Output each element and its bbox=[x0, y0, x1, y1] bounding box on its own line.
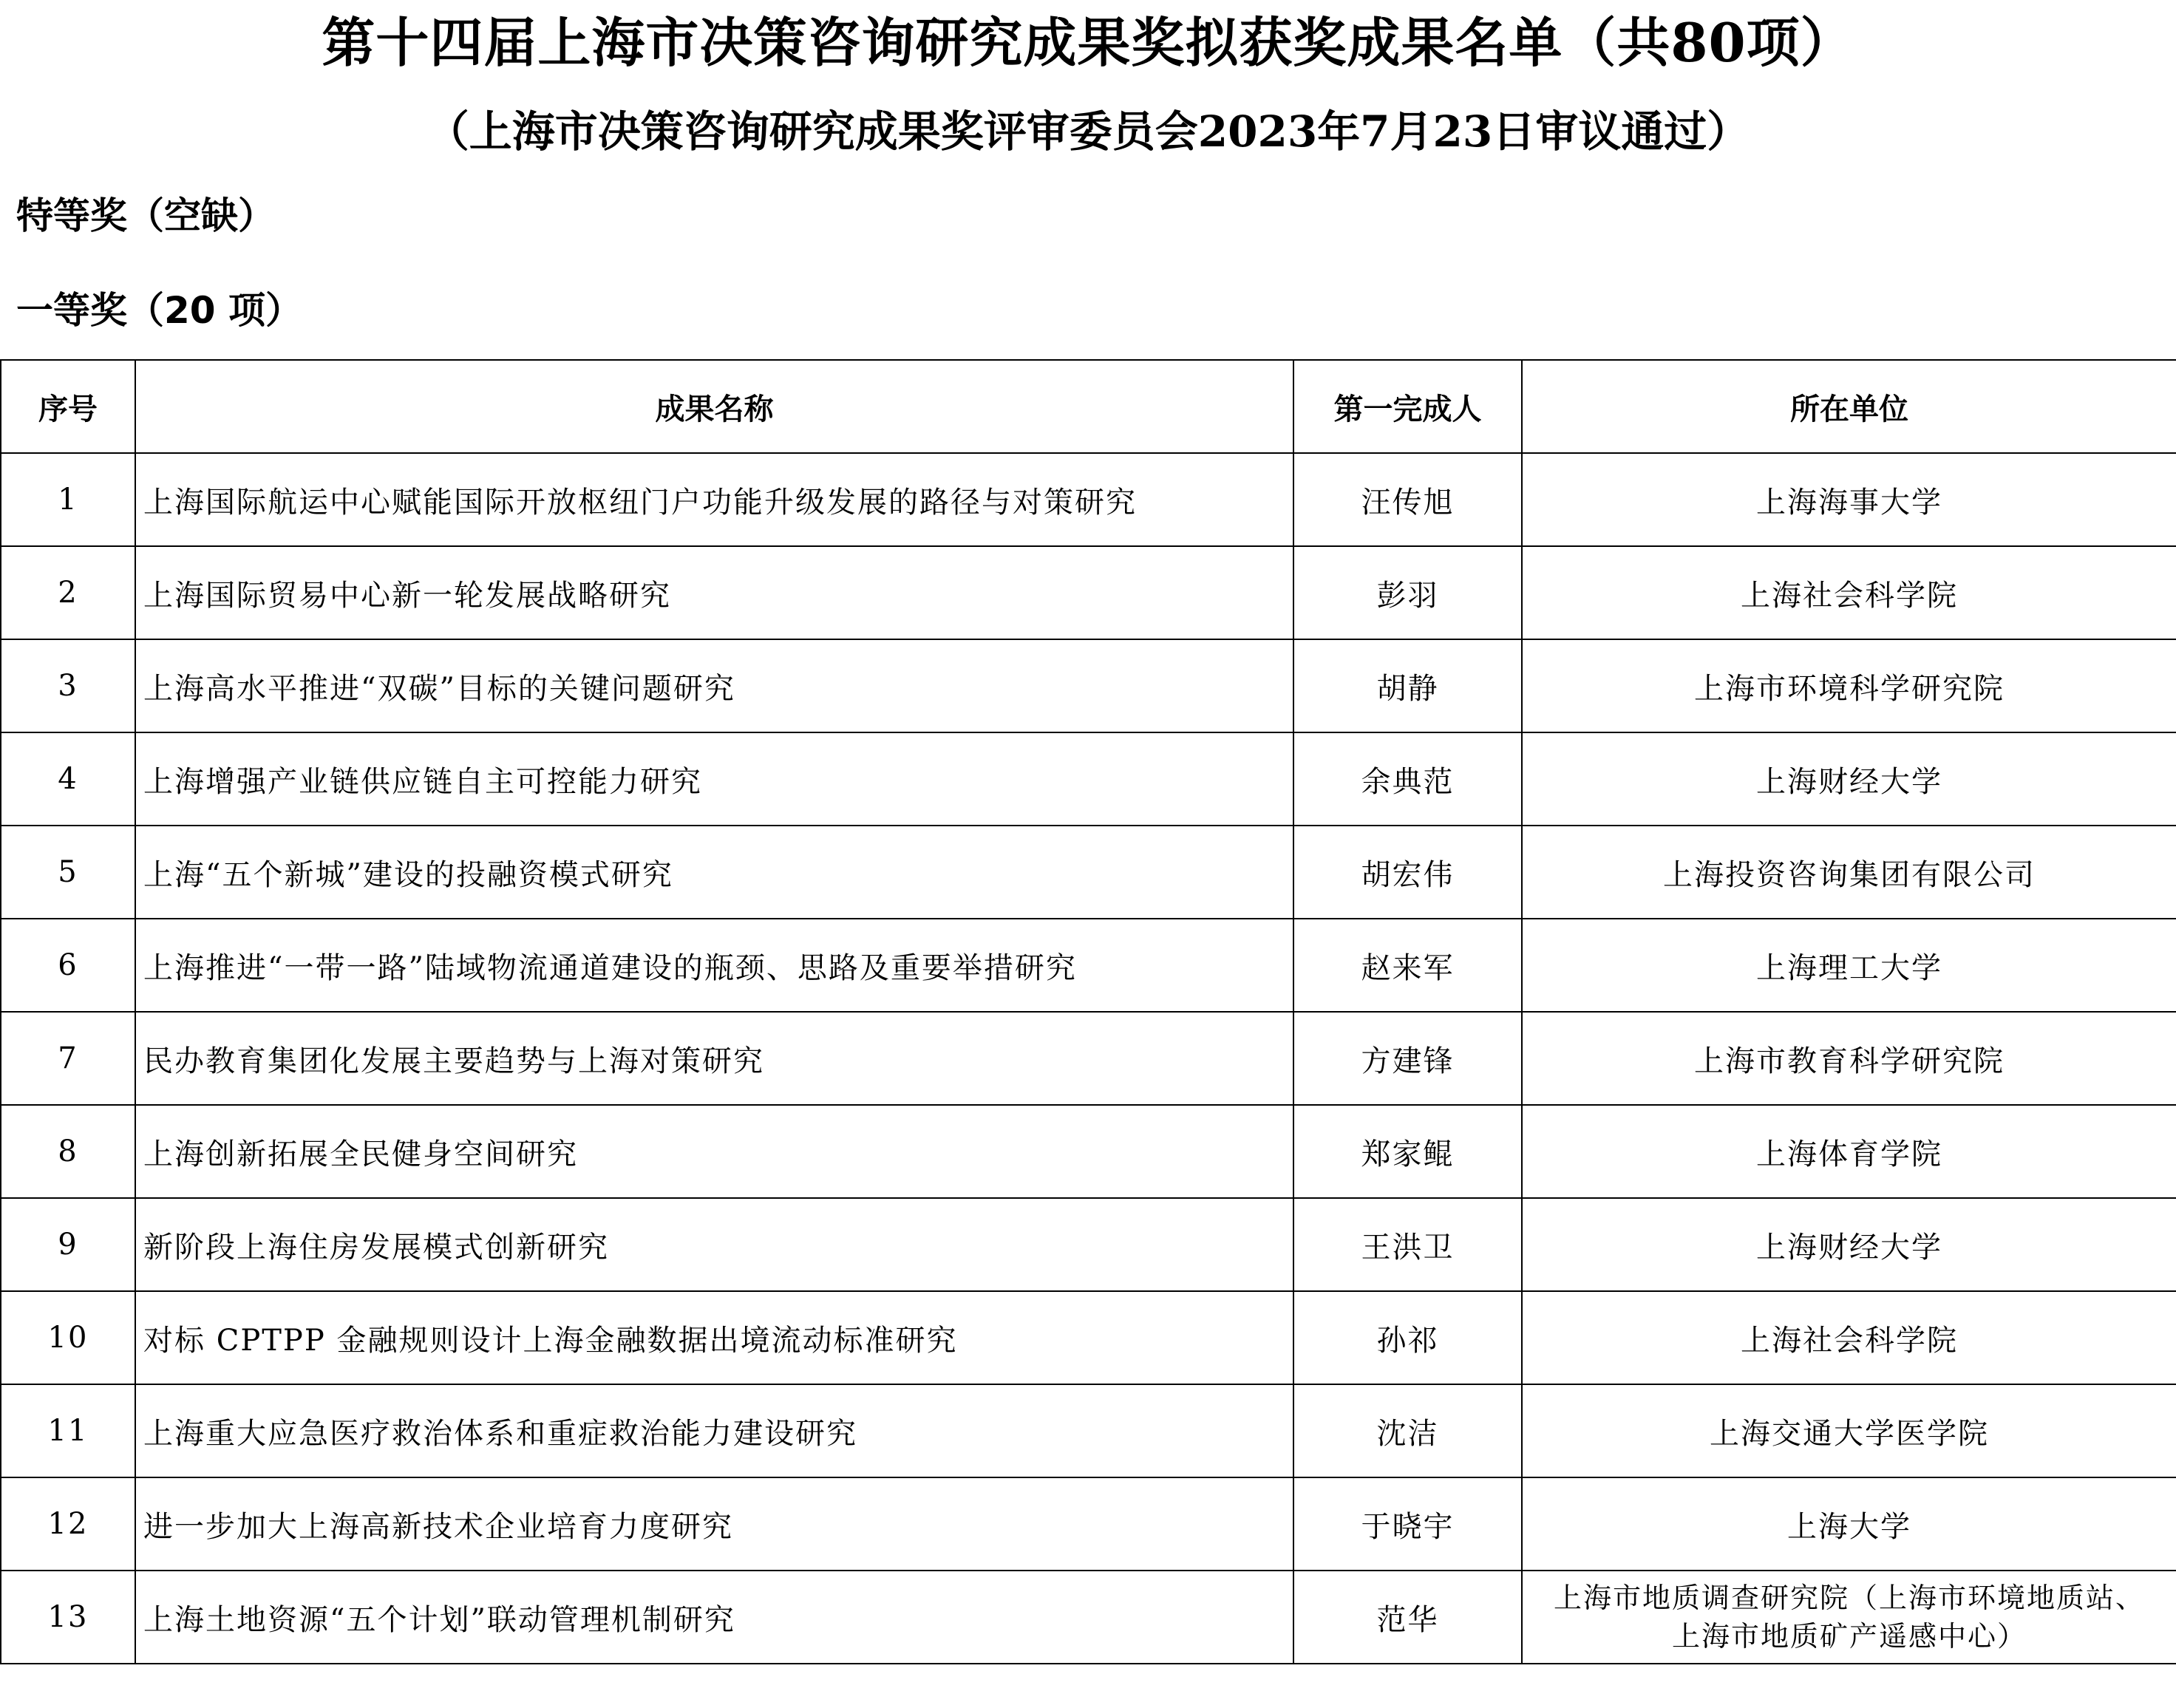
affiliation: 上海交通大学医学院 bbox=[1522, 1384, 2176, 1477]
column-header-person: 第一完成人 bbox=[1293, 360, 1522, 453]
achievement-name: 对标 CPTPP 金融规则设计上海金融数据出境流动标准研究 bbox=[135, 1291, 1293, 1384]
achievement-name: 上海重大应急医疗救治体系和重症救治能力建设研究 bbox=[135, 1384, 1293, 1477]
first-author: 王洪卫 bbox=[1293, 1198, 1522, 1291]
affiliation-line-2: 上海市地质矿产遥感中心） bbox=[1671, 1620, 2027, 1653]
column-header-name: 成果名称 bbox=[135, 360, 1293, 453]
awards-table bbox=[0, 359, 2176, 1664]
achievement-name: 上海土地资源“五个计划”联动管理机制研究 bbox=[135, 1571, 1293, 1664]
row-number: 5 bbox=[1, 826, 135, 919]
affiliation: 上海海事大学 bbox=[1522, 453, 2176, 546]
first-author: 方建锋 bbox=[1293, 1012, 1522, 1105]
table-row bbox=[1, 732, 2176, 826]
column-header-number: 序号 bbox=[1, 360, 135, 453]
row-number: 1 bbox=[1, 453, 135, 546]
achievement-name: 上海国际航运中心赋能国际开放枢纽门户功能升级发展的路径与对策研究 bbox=[135, 453, 1293, 546]
row-number: 12 bbox=[1, 1477, 135, 1571]
row-number: 11 bbox=[1, 1384, 135, 1477]
table-row bbox=[1, 1571, 2176, 1664]
affiliation: 上海市环境科学研究院 bbox=[1522, 639, 2176, 732]
row-number: 9 bbox=[1, 1198, 135, 1291]
table-row bbox=[1, 1105, 2176, 1198]
row-number: 8 bbox=[1, 1105, 135, 1198]
table-row bbox=[1, 1291, 2176, 1384]
first-author: 余典范 bbox=[1293, 732, 1522, 826]
affiliation bbox=[1522, 1571, 2176, 1664]
table-row bbox=[1, 826, 2176, 919]
table-row bbox=[1, 919, 2176, 1012]
table-row bbox=[1, 639, 2176, 732]
first-author: 范华 bbox=[1293, 1571, 1522, 1664]
column-header-unit: 所在单位 bbox=[1522, 360, 2176, 453]
affiliation: 上海财经大学 bbox=[1522, 1198, 2176, 1291]
row-number: 13 bbox=[1, 1571, 135, 1664]
achievement-name: 进一步加大上海高新技术企业培育力度研究 bbox=[135, 1477, 1293, 1571]
row-number: 3 bbox=[1, 639, 135, 732]
achievement-name: 民办教育集团化发展主要趋势与上海对策研究 bbox=[135, 1012, 1293, 1105]
affiliation-line-1: 上海市地质调查研究院（上海市环境地质站、 bbox=[1553, 1582, 2145, 1614]
table-row bbox=[1, 1012, 2176, 1105]
first-author: 孙祁 bbox=[1293, 1291, 1522, 1384]
first-author: 郑家鲲 bbox=[1293, 1105, 1522, 1198]
affiliation: 上海大学 bbox=[1522, 1477, 2176, 1571]
first-author: 汪传旭 bbox=[1293, 453, 1522, 546]
affiliation: 上海体育学院 bbox=[1522, 1105, 2176, 1198]
row-number: 4 bbox=[1, 732, 135, 826]
affiliation: 上海社会科学院 bbox=[1522, 546, 2176, 639]
first-author: 赵来军 bbox=[1293, 919, 1522, 1012]
achievement-name: 上海创新拓展全民健身空间研究 bbox=[135, 1105, 1293, 1198]
affiliation: 上海市教育科学研究院 bbox=[1522, 1012, 2176, 1105]
first-author: 胡宏伟 bbox=[1293, 826, 1522, 919]
affiliation: 上海财经大学 bbox=[1522, 732, 2176, 826]
first-author: 胡静 bbox=[1293, 639, 1522, 732]
row-number: 7 bbox=[1, 1012, 135, 1105]
row-number: 2 bbox=[1, 546, 135, 639]
achievement-name: 上海高水平推进“双碳”目标的关键问题研究 bbox=[135, 639, 1293, 732]
table-row bbox=[1, 1477, 2176, 1571]
section-heading-first-prize: 一等奖（20 项） bbox=[16, 289, 302, 332]
table-row bbox=[1, 453, 2176, 546]
achievement-name: 上海国际贸易中心新一轮发展战略研究 bbox=[135, 546, 1293, 639]
first-author: 于晓宇 bbox=[1293, 1477, 1522, 1571]
table-row bbox=[1, 546, 2176, 639]
achievement-name: 上海推进“一带一路”陆域物流通道建设的瓶颈、思路及重要举措研究 bbox=[135, 919, 1293, 1012]
affiliation: 上海投资咨询集团有限公司 bbox=[1522, 826, 2176, 919]
section-heading-special-prize: 特等奖（空缺） bbox=[16, 194, 275, 237]
table-row bbox=[1, 1198, 2176, 1291]
row-number: 6 bbox=[1, 919, 135, 1012]
table-row bbox=[1, 1384, 2176, 1477]
row-number: 10 bbox=[1, 1291, 135, 1384]
achievement-name: 新阶段上海住房发展模式创新研究 bbox=[135, 1198, 1293, 1291]
affiliation: 上海社会科学院 bbox=[1522, 1291, 2176, 1384]
achievement-name: 上海增强产业链供应链自主可控能力研究 bbox=[135, 732, 1293, 826]
page-subtitle: （上海市决策咨询研究成果奖评审委员会2023年7月23日审议通过） bbox=[426, 106, 1750, 157]
table-header-row bbox=[1, 360, 2176, 453]
affiliation: 上海理工大学 bbox=[1522, 919, 2176, 1012]
achievement-name: 上海“五个新城”建设的投融资模式研究 bbox=[135, 826, 1293, 919]
first-author: 彭羽 bbox=[1293, 546, 1522, 639]
page-title: 第十四届上海市决策咨询研究成果奖拟获奖成果名单（共80项） bbox=[322, 11, 1854, 74]
first-author: 沈洁 bbox=[1293, 1384, 1522, 1477]
